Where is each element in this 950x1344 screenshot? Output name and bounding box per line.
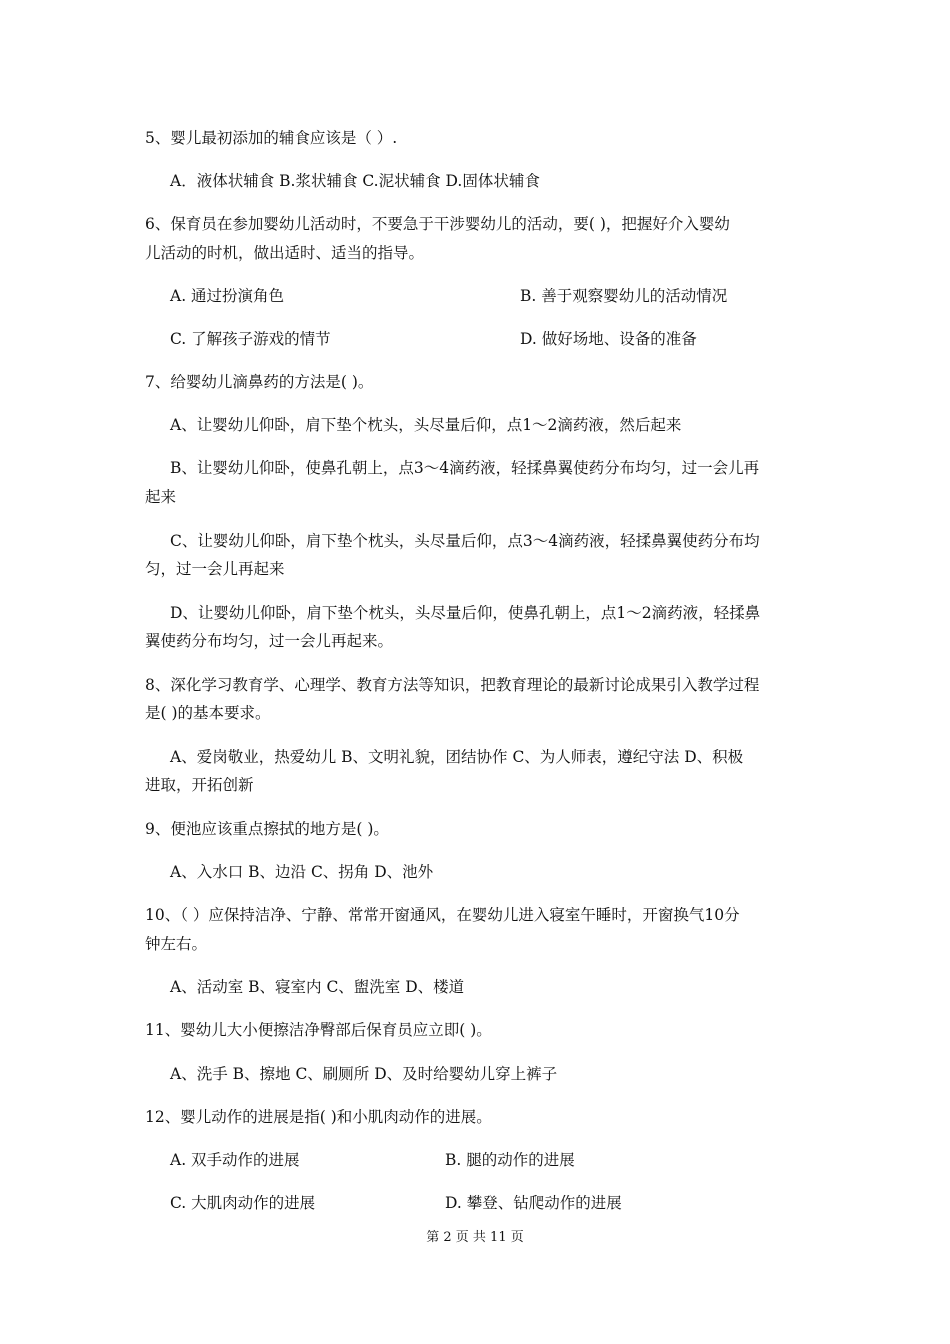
question-options-continued: 进取，开拓创新 <box>145 776 254 794</box>
question-stem-continued: 钟左右。 <box>145 935 208 953</box>
question-stem: 12、婴儿动作的进展是指( )和小肌肉动作的进展。 <box>145 1108 492 1126</box>
question-options: A、活动室 B、寝室内 C、盥洗室 D、楼道 <box>170 978 465 996</box>
option-d: D. 攀登、钻爬动作的进展 <box>445 1194 622 1212</box>
option-c: C、让婴幼儿仰卧，肩下垫个枕头，头尽量后仰，点3～4滴药液，轻揉鼻翼使药分布均 <box>170 532 760 550</box>
question-stem: 5、婴儿最初添加的辅食应该是（ ）. <box>145 129 398 147</box>
option-c: C. 了解孩子游戏的情节 <box>170 330 331 348</box>
question-stem: 8、深化学习教育学、心理学、教育方法等知识，把教育理论的最新讨论成果引入教学过程 <box>145 676 760 694</box>
option-a: A. 双手动作的进展 <box>170 1151 300 1169</box>
question-stem: 9、便池应该重点擦拭的地方是( )。 <box>145 820 389 838</box>
question-options: A．液体状辅食 B.浆状辅食 C.泥状辅食 D.固体状辅食 <box>170 172 540 190</box>
option-d: D、让婴幼儿仰卧，肩下垫个枕头，头尽量后仰，使鼻孔朝上，点1～2滴药液，轻揉鼻 <box>170 604 761 622</box>
question-options: A、爱岗敬业，热爱幼儿 B、文明礼貌，团结协作 C、为人师表，遵纪守法 D、积极 <box>170 748 744 766</box>
question-stem-continued: 儿活动的时机，做出适时、适当的指导。 <box>145 244 425 262</box>
question-stem: 7、给婴幼儿滴鼻药的方法是( )。 <box>145 373 374 391</box>
page-number: 第 2 页 共 11 页 <box>426 1230 524 1245</box>
option-b-continued: 起来 <box>145 488 177 506</box>
question-stem-continued: 是( )的基本要求。 <box>145 704 271 722</box>
option-b: B. 善于观察婴幼儿的活动情况 <box>520 287 728 305</box>
option-a: A、让婴幼儿仰卧，肩下垫个枕头，头尽量后仰，点1～2滴药液，然后起来 <box>170 416 682 434</box>
option-c: C. 大肌肉动作的进展 <box>170 1194 316 1212</box>
question-stem: 10、（ ）应保持洁净、宁静、常常开窗通风，在婴幼儿进入寝室午睡时，开窗换气10分 <box>145 906 740 924</box>
question-stem: 11、婴幼儿大小便擦洁净臀部后保育员应立即( )。 <box>145 1021 492 1039</box>
option-d: D. 做好场地、设备的准备 <box>520 330 697 348</box>
question-options: A、入水口 B、边沿 C、拐角 D、池外 <box>170 863 434 881</box>
option-a: A. 通过扮演角色 <box>170 287 285 305</box>
question-options: A、洗手 B、擦地 C、刷厕所 D、及时给婴幼儿穿上裤子 <box>170 1065 558 1083</box>
option-b: B、让婴幼儿仰卧，使鼻孔朝上，点3～4滴药液，轻揉鼻翼使药分布均匀，过一会儿再 <box>170 459 760 477</box>
option-d-continued: 翼使药分布均匀，过一会儿再起来。 <box>145 632 394 650</box>
question-stem: 6、保育员在参加婴幼儿活动时，不要急于干涉婴幼儿的活动，要( )，把握好介入婴幼 <box>145 215 730 233</box>
option-b: B. 腿的动作的进展 <box>445 1151 575 1169</box>
option-c-continued: 匀，过一会儿再起来 <box>145 560 285 578</box>
